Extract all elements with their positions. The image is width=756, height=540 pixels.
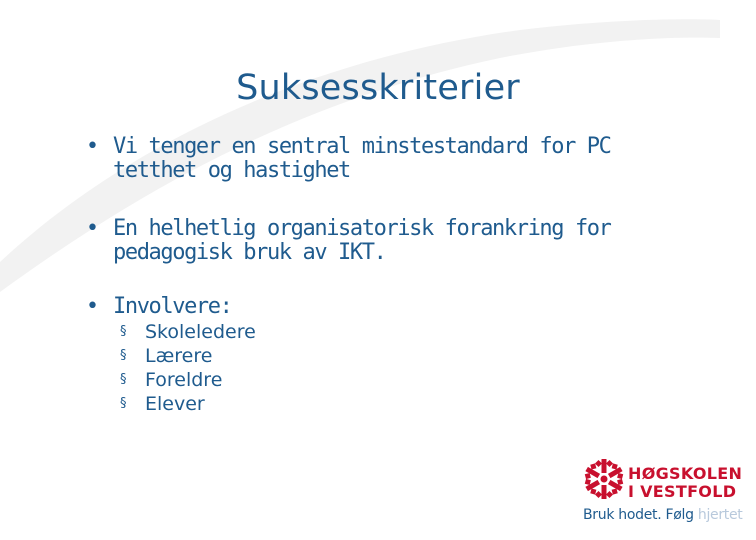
bullet-line: En helhetlig organisatorisk forankring for xyxy=(113,216,611,241)
sub-marker: § xyxy=(120,324,127,339)
sub-item-label: Foreldre xyxy=(145,369,223,391)
tagline-main: Bruk hodet. Følg xyxy=(583,507,698,523)
college-name xyxy=(628,465,742,501)
bullet-line: tetthet og hastighet xyxy=(113,158,350,183)
sub-marker: § xyxy=(120,372,127,387)
bullet-marker: • xyxy=(86,294,99,319)
sub-item-label: Skoleledere xyxy=(145,321,256,343)
bullet-marker: • xyxy=(86,216,99,241)
tagline-faded: hjertet xyxy=(697,507,743,523)
sub-marker: § xyxy=(120,396,127,411)
bullet-marker: • xyxy=(86,134,99,159)
college-name-line2: I VESTFOLD xyxy=(628,482,737,501)
sub-item-label: Elever xyxy=(145,393,205,415)
bullet-line: Vi tenger en sentral minstestandard for PC xyxy=(113,134,611,159)
college-name-line1: HØGSKOLEN xyxy=(628,464,743,483)
slide-title: Suksesskriterier xyxy=(236,68,520,108)
tagline xyxy=(583,507,743,523)
bullet-line: pedagogisk bruk av IKT. xyxy=(113,240,386,265)
sub-marker: § xyxy=(120,348,127,363)
bullet-line: Involvere: xyxy=(113,294,232,319)
sub-item-label: Lærere xyxy=(145,345,213,367)
